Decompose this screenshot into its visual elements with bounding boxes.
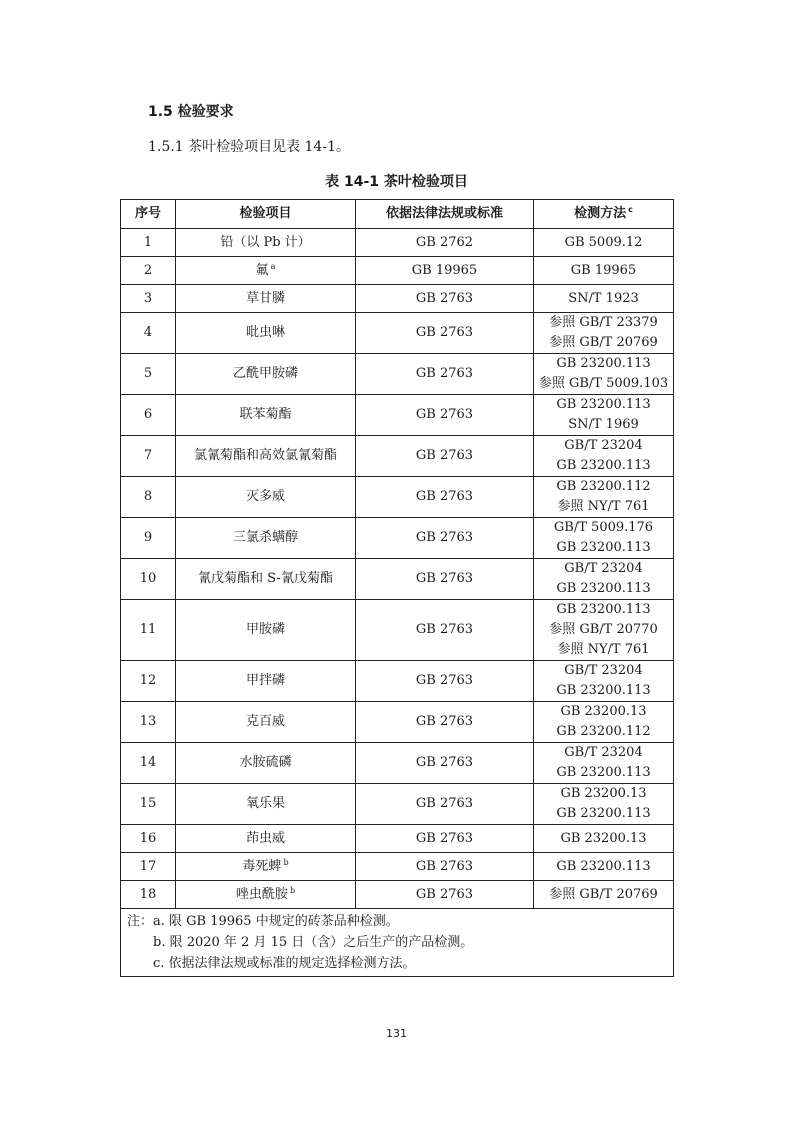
- row-method: GB/T 23204: [564, 745, 643, 760]
- row-item-name: 水胺硫磷: [239, 755, 292, 770]
- row-basis: GB 2763: [356, 313, 534, 354]
- row-index: 4: [121, 313, 176, 354]
- row-item-name: 氯氰菊酯和高效氯氰菊酯: [193, 448, 337, 463]
- row-methods: [534, 825, 674, 853]
- row-methods: [534, 285, 674, 313]
- row-item: [176, 477, 356, 518]
- row-item-name: 唑虫酰胺: [235, 886, 288, 902]
- row-item: [176, 354, 356, 395]
- row-method: GB 23200.113: [556, 806, 651, 821]
- row-index: 18: [121, 881, 176, 909]
- row-index: 10: [121, 559, 176, 600]
- row-method: 参照 NY/T 761: [557, 499, 650, 514]
- page-number: 131: [386, 1027, 407, 1040]
- row-methods: [534, 436, 674, 477]
- row-item: [176, 285, 356, 313]
- row-item: [176, 313, 356, 354]
- row-method: GB 23200.112: [556, 479, 651, 494]
- table-row: [121, 784, 674, 825]
- row-item-name: 氰戊菊酯和 S-氰戊菊酯: [198, 571, 333, 586]
- row-item: [176, 881, 356, 909]
- table-row: [121, 229, 674, 257]
- table-row: [121, 395, 674, 436]
- row-item-name: 铅（以 Pb 计）: [220, 234, 311, 250]
- row-basis: GB 2763: [356, 702, 534, 743]
- row-methods: [534, 600, 674, 661]
- row-methods: [534, 702, 674, 743]
- row-item-name: 三氯杀螨醇: [232, 530, 298, 545]
- row-method: GB 23200.112: [556, 724, 651, 739]
- row-method: GB 23200.113: [556, 458, 651, 473]
- row-basis: GB 2763: [356, 661, 534, 702]
- row-item: [176, 395, 356, 436]
- row-item-name: 联苯菊酯: [239, 407, 292, 422]
- row-methods: [534, 853, 674, 881]
- row-index: 7: [121, 436, 176, 477]
- row-method: 参照 GB/T 20770: [549, 622, 658, 637]
- row-item: [176, 825, 356, 853]
- row-method: GB 23200.113: [556, 683, 651, 698]
- note-c: c. 依据法律法规或标准的规定选择检测方法。: [153, 956, 416, 971]
- row-method: GB 23200.113: [556, 540, 651, 555]
- row-method: GB 23200.113: [556, 765, 651, 780]
- row-basis: GB 2763: [356, 743, 534, 784]
- table-row: [121, 285, 674, 313]
- row-item-name: 氟: [255, 262, 269, 278]
- table-body: [121, 229, 674, 909]
- row-method: GB 19965: [570, 262, 637, 278]
- row-method: 参照 NY/T 761: [557, 642, 650, 657]
- row-item: [176, 661, 356, 702]
- table-row: [121, 518, 674, 559]
- row-basis: GB 2762: [356, 229, 534, 257]
- table-row: [121, 559, 674, 600]
- row-method: GB 23200.113: [556, 356, 651, 371]
- row-method: GB 23200.113: [556, 858, 651, 874]
- row-index: 5: [121, 354, 176, 395]
- table-row: [121, 313, 674, 354]
- row-index: 2: [121, 257, 176, 285]
- row-item: [176, 229, 356, 257]
- row-item: [176, 257, 356, 285]
- row-methods: [534, 229, 674, 257]
- table-row: [121, 702, 674, 743]
- row-methods: [534, 784, 674, 825]
- table-header-row: [121, 200, 674, 229]
- row-method: SN/T 1969: [568, 417, 639, 432]
- row-item-name: 草甘膦: [245, 290, 285, 306]
- row-item-footnote-mark: b: [289, 885, 296, 895]
- row-index: 3: [121, 285, 176, 313]
- row-basis: GB 2763: [356, 881, 534, 909]
- row-item: [176, 743, 356, 784]
- row-index: 16: [121, 825, 176, 853]
- row-method: GB/T 23204: [564, 438, 643, 453]
- table-row: [121, 853, 674, 881]
- table-notes: [121, 909, 674, 977]
- table-row: [121, 257, 674, 285]
- row-index: 6: [121, 395, 176, 436]
- row-methods: [534, 354, 674, 395]
- row-methods: [534, 743, 674, 784]
- intro-paragraph: 1.5.1 茶叶检验项目见表 14-1。: [148, 139, 350, 155]
- note-b: b. 限 2020 年 2 月 15 日（含）之后生产的产品检测。: [153, 935, 474, 950]
- row-index: 17: [121, 853, 176, 881]
- row-basis: GB 2763: [356, 477, 534, 518]
- row-index: 1: [121, 229, 176, 257]
- header-index: 序号: [121, 200, 176, 229]
- row-item: [176, 559, 356, 600]
- row-item: [176, 436, 356, 477]
- row-method: GB/T 5009.176: [553, 520, 654, 535]
- row-basis: GB 2763: [356, 354, 534, 395]
- table-row: [121, 477, 674, 518]
- row-methods: [534, 477, 674, 518]
- row-basis: GB 2763: [356, 784, 534, 825]
- row-item-name: 甲胺磷: [245, 622, 285, 637]
- row-basis: GB 2763: [356, 825, 534, 853]
- row-item-name: 乙酰甲胺磷: [232, 366, 298, 381]
- row-index: 12: [121, 661, 176, 702]
- table-row: [121, 436, 674, 477]
- table-row: [121, 825, 674, 853]
- row-methods: [534, 257, 674, 285]
- row-item-name: 氧乐果: [245, 796, 285, 811]
- row-item-name: 甲拌磷: [245, 673, 285, 688]
- row-method: GB 23200.113: [556, 397, 651, 412]
- row-index: 9: [121, 518, 176, 559]
- row-basis: GB 2763: [356, 518, 534, 559]
- row-methods: [534, 518, 674, 559]
- row-method: 参照 GB/T 23379: [549, 315, 658, 330]
- table-row: [121, 600, 674, 661]
- header-method-label: 检测方法: [574, 206, 627, 221]
- row-item-footnote-mark: b: [283, 857, 289, 867]
- row-method: GB/T 23204: [564, 663, 643, 678]
- row-method: GB 23200.13: [560, 830, 647, 846]
- row-basis: GB 2763: [356, 395, 534, 436]
- row-item-footnote-mark: a: [270, 261, 276, 271]
- table-caption: 表 14-1 茶叶检验项目: [325, 174, 468, 190]
- row-methods: [534, 881, 674, 909]
- section-heading: 1.5 检验要求: [148, 104, 234, 120]
- row-index: 8: [121, 477, 176, 518]
- row-item: [176, 518, 356, 559]
- row-basis: GB 2763: [356, 559, 534, 600]
- table-row: [121, 354, 674, 395]
- row-item: [176, 784, 356, 825]
- inspection-items-table: [120, 199, 674, 977]
- row-method: SN/T 1923: [568, 290, 639, 306]
- row-basis: GB 2763: [356, 600, 534, 661]
- row-basis: GB 19965: [356, 257, 534, 285]
- row-method: GB/T 23204: [564, 561, 643, 576]
- row-methods: [534, 661, 674, 702]
- row-methods: [534, 313, 674, 354]
- row-item-name: 吡虫啉: [245, 325, 285, 340]
- row-item: [176, 600, 356, 661]
- table-row: [121, 743, 674, 784]
- row-item-name: 茚虫威: [245, 830, 285, 846]
- row-method: GB 23200.13: [560, 704, 647, 719]
- row-index: 11: [121, 600, 176, 661]
- row-method: GB 23200.113: [556, 581, 651, 596]
- row-method: 参照 GB/T 20769: [549, 886, 658, 902]
- row-method: GB 23200.13: [560, 786, 647, 801]
- header-basis: 依据法律法规或标准: [356, 200, 534, 229]
- row-methods: [534, 559, 674, 600]
- row-item: [176, 853, 356, 881]
- row-item-name: 灭多威: [245, 489, 285, 504]
- row-index: 14: [121, 743, 176, 784]
- header-method-footnote-mark: c: [628, 205, 633, 214]
- row-item-name: 毒死蜱: [242, 858, 282, 874]
- header-method: [534, 200, 674, 229]
- row-method: 参照 GB/T 20769: [549, 335, 658, 350]
- header-item: 检验项目: [176, 200, 356, 229]
- row-item: [176, 702, 356, 743]
- row-basis: GB 2763: [356, 853, 534, 881]
- row-basis: GB 2763: [356, 285, 534, 313]
- table-notes-row: [121, 909, 674, 977]
- row-methods: [534, 395, 674, 436]
- row-item-name: 克百威: [245, 714, 285, 729]
- row-method: GB 23200.113: [556, 602, 651, 617]
- table-row: [121, 661, 674, 702]
- row-method: GB 5009.12: [564, 234, 643, 250]
- note-a: 注：a. 限 GB 19965 中规定的砖茶品种检测。: [127, 914, 399, 929]
- row-method: 参照 GB/T 5009.103: [538, 376, 669, 391]
- row-basis: GB 2763: [356, 436, 534, 477]
- table-row: [121, 881, 674, 909]
- row-index: 13: [121, 702, 176, 743]
- row-index: 15: [121, 784, 176, 825]
